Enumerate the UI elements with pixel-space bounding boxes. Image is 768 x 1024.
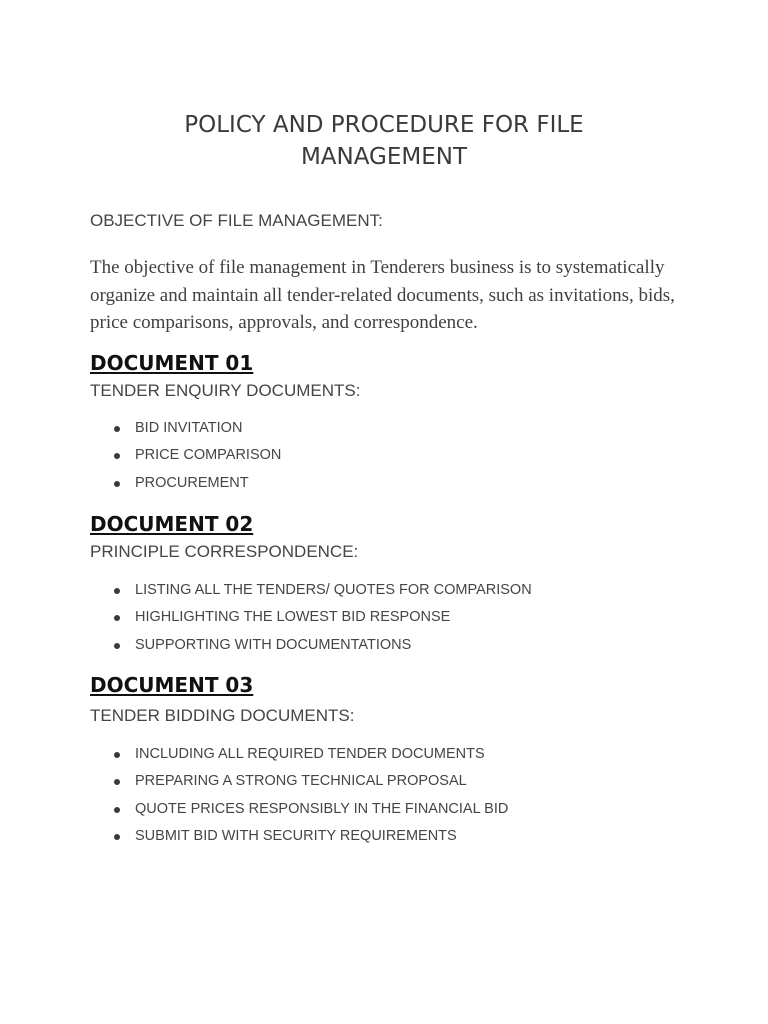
list-item-text: PREPARING A STRONG TECHNICAL PROPOSAL	[135, 773, 467, 790]
bullet-icon	[114, 643, 120, 649]
list-item	[108, 470, 281, 497]
list-item-text: HIGHLIGHTING THE LOWEST BID RESPONSE	[135, 609, 451, 626]
bullet-icon	[114, 779, 120, 785]
objective-heading: OBJECTIVE OF FILE MANAGEMENT:	[90, 211, 383, 230]
section-subheading-tender-enquiry: TENDER ENQUIRY DOCUMENTS:	[90, 381, 361, 400]
section-heading-document-02: DOCUMENT 02	[90, 512, 254, 536]
title-line-2: MANAGEMENT	[300, 144, 468, 170]
list-item	[108, 604, 532, 631]
list-item-text: LISTING ALL THE TENDERS/ QUOTES FOR COMPARISON	[135, 582, 532, 598]
list-item	[108, 577, 532, 604]
section-heading-document-01: DOCUMENT 01	[90, 351, 254, 375]
list-item	[108, 741, 508, 768]
title-line-1: POLICY AND PROCEDURE FOR FILE	[184, 112, 584, 138]
bullet-icon	[114, 834, 120, 840]
page-title	[90, 109, 678, 173]
section-subheading-tender-bidding: TENDER BIDDING DOCUMENTS:	[90, 706, 355, 725]
objective-paragraph: The objective of file management in Tenderers business is to systematically organize and maintain all tender-related documents, such as invitations, bids, price comparisons, approvals, and correspondence.	[90, 257, 675, 333]
list-item	[108, 442, 281, 469]
list-item-text: PRICE COMPARISON	[135, 447, 282, 464]
section-heading-document-03: DOCUMENT 03	[90, 673, 254, 697]
bullet-icon	[114, 426, 120, 432]
bullet-icon	[114, 481, 120, 487]
bullet-icon	[114, 453, 120, 459]
bullet-icon	[114, 588, 120, 594]
list-item-text: SUBMIT BID WITH SECURITY REQUIREMENTS	[135, 827, 457, 844]
list-item-text: BID INVITATION	[135, 420, 243, 436]
section-subheading-principle-correspondence: PRINCIPLE CORRESPONDENCE:	[90, 542, 359, 561]
bullet-icon	[114, 752, 120, 758]
bullet-icon	[114, 615, 120, 621]
list-item	[108, 632, 532, 659]
list-item	[108, 415, 281, 442]
list-item-text: QUOTE PRICES RESPONSIBLY IN THE FINANCIAL BID	[135, 800, 509, 817]
list-item-text: SUPPORTING WITH DOCUMENTATIONS	[135, 636, 412, 653]
list-item-text: PROCUREMENT	[135, 474, 249, 491]
bullet-list-document-03	[108, 741, 508, 850]
list-item-text: INCLUDING ALL REQUIRED TENDER DOCUMENTS	[135, 746, 485, 762]
list-item	[108, 768, 508, 795]
bullet-list-document-01	[108, 415, 281, 497]
list-item	[108, 796, 508, 823]
bullet-icon	[114, 807, 120, 813]
bullet-list-document-02	[108, 577, 532, 659]
list-item	[108, 823, 508, 850]
